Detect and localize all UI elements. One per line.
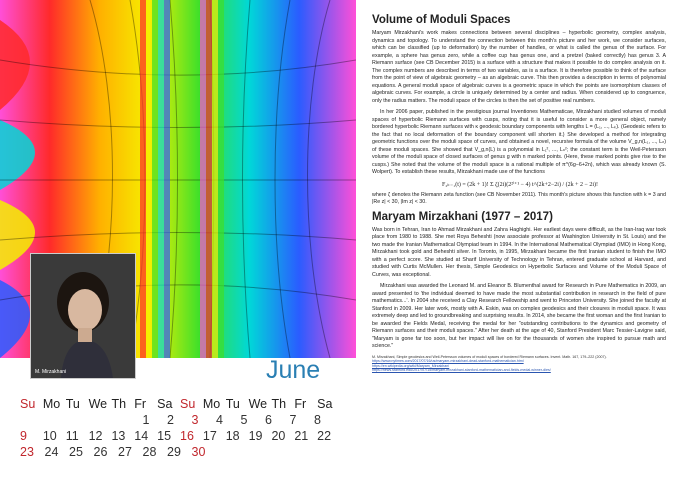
weekday-label: We bbox=[88, 397, 108, 411]
weekday-label: Su bbox=[180, 397, 196, 411]
weekday-label: Fr bbox=[294, 397, 307, 411]
weekday-label: Sa bbox=[317, 397, 333, 411]
calendar-day: 2 bbox=[167, 413, 174, 427]
calendar-day: 5 bbox=[240, 413, 248, 427]
weekday-label: Fr bbox=[134, 397, 147, 411]
calendar-day: 9 bbox=[20, 429, 27, 443]
reference-link-1[interactable]: https://www.nytimes.com/2017/07/16/us/maryam-mirzakhani-dead-stanford-mathematician.html bbox=[372, 359, 524, 364]
reference-1: M. Mirzakhani, Simple geodesics and Weil-Petersson volumes of moduli spaces of bordered Riemann surfaces. Invent. Math. 167, 179–222 (2007). bbox=[372, 354, 607, 359]
article-title-volume: Volume of Moduli Spaces bbox=[372, 14, 511, 26]
weekday-label: Tu bbox=[65, 397, 80, 411]
calendar-day: 25 bbox=[69, 445, 83, 459]
calendar-day: 18 bbox=[225, 429, 240, 443]
calendar-day: 1 bbox=[142, 413, 150, 427]
calendar-day: 15 bbox=[157, 429, 172, 443]
weekday-label: Th bbox=[111, 397, 127, 411]
calendar-day: 30 bbox=[191, 445, 206, 459]
calendar-week-3 bbox=[20, 444, 340, 460]
calendar-day: 16 bbox=[180, 429, 194, 443]
calendar-day: 4 bbox=[216, 413, 223, 427]
article-paragraph-3: where ζ denotes the Riemann zeta function (see CB November 2011). This month's picture shows this function with k = 3 and |Re z| < 30, |Im z| < 30. bbox=[372, 191, 666, 205]
weekday-label: Sa bbox=[157, 397, 173, 411]
reference-link-3[interactable]: https://news.stanford.edu/2017/07/15/maryam-mirzakhani-stanford-mathematician-and-fields-medal-winner-dies/ bbox=[372, 368, 551, 373]
calendar-day: 23 bbox=[20, 445, 34, 459]
calendar-day: 3 bbox=[191, 413, 199, 427]
calendar-day: 24 bbox=[44, 445, 59, 459]
calendar-day: 6 bbox=[265, 413, 272, 427]
article-paragraph-1: Maryam Mirzakhani's work makes connections between several disciplines – hyperbolic geometry, complex analysis, dynamics and topology. To understand the connection between this month's picture and her work, we consider surfaces, which can be classified (up to deformation) by the number of handles, or what is called the genus of the surface. For example, a sphere has genus zero, while a coffee cup has genus one, and a pretzel (baked correctly) has genus 3. A Riemann surface (see CB December 2015) is a surface with a structure that makes it possible to do complex analysis on it. The complex numbers are described in terms of two variables, as is a surface. It is therefore possible to think of the surface from the point of view of algebraic geometry – as an algebraic curve. This then provides a description in terms of polynomial equations. A general moduli space of algebraic curves is a geometric space in which the points are isomorphism classes of algebraic curves. For example, a circle is uniquely determined by a center and radius. When considered up to congruence, only the radius matters. The moduli space of the circles is then the set of positive real numbers. bbox=[372, 30, 666, 104]
calendar-day: 17 bbox=[202, 429, 217, 443]
calendar-day: 12 bbox=[88, 429, 103, 443]
weekday-header-row bbox=[20, 396, 340, 412]
zeta-formula: F₂ₖ₋₁(t) = (2k + 1)! Σ ζ(2i)(2²ⁱ⁺¹ − 4) t^(2k+2−2i) / (2k + 2 − 2i)! bbox=[442, 181, 599, 188]
weekday-label: Th bbox=[271, 397, 287, 411]
calendar-day: 20 bbox=[271, 429, 286, 443]
weekday-label: Tu bbox=[225, 397, 240, 411]
article-paragraph-2: In her 2006 paper, published in the prestigious journal Inventiones Mathematicae, Mirzakhani studied volumes of moduli spaces of hyperbolic Riemann surfaces with cusps, noting that it is useful to consider a more general object, namely bordered hyperbolic Riemann surfaces with κ geodesic boundary components with lengths L = (L₁, ..., Lₖ). (Geodesic refers to the fact that no local deformation of the boundary component will shorten it.) She developed a method for integrating geometric functions over the moduli space of curves, and obtained a novel, recursive formula of the volume V_g,n(L₁, ..., Lₙ) of these moduli spaces. She showed that V_g,n(L) is a polynomial in L₁², ..., Lₙ²; the constant term is the Weil-Petersson volume of the moduli space of closed surfaces of genus g with n marked points. (Here, these marked points give rise to the cusps.) She noted that the volume of the moduli space is a rational multiple of π^(6g−6+2n), which was already known (S. Wolpert). To establish these results, Mirzakhani made use of the functions bbox=[372, 109, 667, 175]
calendar-week-2 bbox=[20, 428, 340, 444]
portrait-image bbox=[31, 254, 135, 378]
calendar-day: 10 bbox=[42, 429, 57, 443]
calendar-day: 14 bbox=[134, 429, 149, 443]
article-title-biography: Maryam Mirzakhani (1977 – 2017) bbox=[372, 210, 553, 223]
calendar-day: 22 bbox=[317, 429, 332, 443]
portrait-photo bbox=[30, 253, 136, 379]
calendar-day: 26 bbox=[93, 445, 108, 459]
calendar-grid bbox=[20, 396, 340, 460]
weekday-label: Su bbox=[20, 397, 36, 411]
calendar-day: 7 bbox=[289, 413, 297, 427]
calendar-day: 21 bbox=[294, 429, 309, 443]
calendar-day: 28 bbox=[142, 445, 157, 459]
references bbox=[372, 355, 666, 373]
calendar-day: 29 bbox=[167, 445, 181, 459]
calendar-day: 13 bbox=[111, 429, 126, 443]
article-paragraph-4: Was born in Tehran, Iran to Ahmad Mirzakhani and Zahra Haghighi. Her earliest days were difficult, as the Iran-Iraq war took place from 1980 to 1988. She met Roya Beheshti (now associate professor at Washington University in St. Louis) and the two made the Iranian Mathematical Olympiad team in 1994. In the International Mathematical Olympiad (IMO) in Hong Kong, Mirzakhani took gold and Beheshti silver. In Toronto, in 1995, Mirzakhani became the first Iranian student to finish the IMO with a perfect score. She studied at Sharif University of Technology in Tehran, entered graduate school at Harvard, and studied with Curtis McMullen. Her thesis, Simple Geodesics on Hyperbolic Surfaces and Volume of the Moduli Space of Curves, was exceptional. bbox=[372, 226, 666, 278]
calendar-day: 27 bbox=[118, 445, 132, 459]
article-paragraph-5: Mirzakhani was awarded the Leonard M. and Eleanor B. Blumenthal award for Research in Pure Mathematics in 2009, an award presented to 'the individual deemed to have made the most substantial contribution in research in the field of pure mathematics...'. In 2004 she received a Clay Research Fellowship and went to Princeton University. She joined the faculty at Stanford in 2009. Her later work, mostly with A. Eskin, was on complex geodesics and their closures in moduli space. It was extremely deep and led to groundbreaking and surprising results. In 2014, she became the first woman and the first Iranian to be awarded the Fields Medal, receiving the medal for her "outstanding contributions to the dynamics and geometry of Riemann surfaces and their moduli spaces." After her death at the age of 40, Stanford President Marc Tessier-Lavigne said, "Maryam is gone far too soon, but her impact will live on for the thousands of women she inspired to pursue math and science." bbox=[372, 283, 666, 349]
calendar-day: 19 bbox=[248, 429, 263, 443]
portrait-caption: M. Mirzakhani bbox=[35, 369, 67, 375]
calendar-day: 11 bbox=[65, 429, 79, 443]
article bbox=[372, 14, 666, 373]
calendar-week-1 bbox=[20, 412, 340, 428]
calendar-day: 8 bbox=[314, 413, 321, 427]
reference-link-2[interactable]: https://en.wikipedia.org/wiki/Maryam_Mirzakhani bbox=[372, 363, 450, 368]
weekday-label: Mo bbox=[202, 397, 221, 411]
weekday-label: Mo bbox=[42, 397, 61, 411]
month-title: June bbox=[266, 356, 321, 384]
weekday-label: We bbox=[248, 397, 268, 411]
